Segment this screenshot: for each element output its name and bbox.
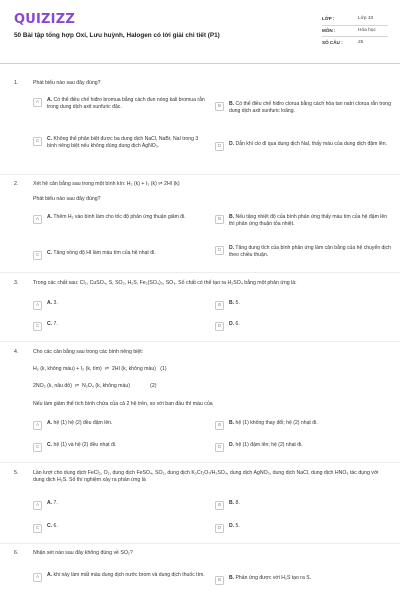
option-2c[interactable] xyxy=(33,250,209,260)
option-body: 6. xyxy=(53,523,58,529)
option-letter-box: D xyxy=(215,246,224,255)
meta-label: LỚP : xyxy=(322,16,335,22)
option-text xyxy=(229,500,240,507)
question-divider xyxy=(0,462,400,463)
option-text xyxy=(47,523,58,530)
option-body: 3. xyxy=(53,300,58,306)
option-3d[interactable] xyxy=(215,321,391,331)
option-key: C. xyxy=(47,321,53,327)
option-6a[interactable] xyxy=(33,572,209,582)
option-letter-box: A xyxy=(33,301,42,310)
option-body: Có thể điều chế hiđro bromua bằng cách đun nóng kali bromua rắn trong dung dịch axit sunfuric đặc. xyxy=(47,97,205,111)
option-letter-box: B xyxy=(215,102,224,111)
option-body: Thêm H₂ vào bình làm cho tốc độ phản ứng thuận giảm đi. xyxy=(53,214,186,220)
question-text: Cho các cân bằng sau trong các bình riêng biệt: xyxy=(33,349,144,355)
option-key: A. xyxy=(47,572,53,578)
option-key: A. xyxy=(47,214,53,220)
option-text xyxy=(47,572,205,579)
option-key: A. xyxy=(47,500,53,506)
option-5a[interactable] xyxy=(33,500,209,510)
question-subtext: Nếu làm giảm thể tích bình chứa của cả 2 hệ trên, so với ban đầu thì màu của xyxy=(33,401,213,407)
option-5b[interactable] xyxy=(215,500,391,510)
option-key: B. xyxy=(229,214,235,220)
option-2b[interactable] xyxy=(215,214,391,228)
option-letter-box: D xyxy=(215,142,224,151)
option-text xyxy=(47,442,116,449)
question-divider xyxy=(0,543,400,544)
option-key: D. xyxy=(229,321,235,327)
option-1d[interactable] xyxy=(215,141,391,151)
option-body: khi này làm mất màu dung dịch nước brom và dung dịch thuốc tím. xyxy=(53,572,205,578)
option-text xyxy=(229,420,318,427)
quizizz-logo: QUIZIZZ xyxy=(14,12,75,27)
option-body: Tăng dung tích của bình phản ứng làm cân bằng của hệ chuyển dịch theo chiều thuận. xyxy=(229,245,391,259)
option-letter-box: C xyxy=(33,443,42,452)
equilibrium-2: 2NO₂ (k, nâu đỏ) ⇌ N₂O₄ (k, không màu) (2) xyxy=(33,383,157,389)
option-key: A. xyxy=(47,97,53,103)
option-2d[interactable] xyxy=(215,245,391,259)
option-key: C. xyxy=(47,442,53,448)
document-title: 50 Bài tập tổng hợp Oxi, Lưu huỳnh, Halogen có lời giải chi tiết (P1) xyxy=(14,32,220,39)
meta-row-grade xyxy=(322,14,388,26)
option-letter-box: A xyxy=(33,215,42,224)
question-number: 3. xyxy=(14,280,19,286)
option-body: hệ (1) đậm lên; hệ (2) nhạt đi. xyxy=(235,442,303,448)
option-key: B. xyxy=(229,300,235,306)
option-letter-box: C xyxy=(33,524,42,533)
option-letter-box: D xyxy=(215,524,224,533)
option-body: 5. xyxy=(235,523,240,529)
option-body: Không thể phân biệt được ba dung dịch NaCl, NaBr, NaI trong 3 bình riêng biệt nếu không dùng dung dịch AgNO₃. xyxy=(47,136,199,150)
option-letter-box: B xyxy=(215,576,224,585)
option-3a[interactable] xyxy=(33,300,209,310)
option-letter-box: B xyxy=(215,215,224,224)
option-key: B. xyxy=(229,500,235,506)
option-body: hệ (1) và hệ (2) đều nhạt đi. xyxy=(53,442,117,448)
meta-row-count xyxy=(322,37,388,49)
meta-label: MÔN : xyxy=(322,27,336,33)
option-5d[interactable] xyxy=(215,523,391,533)
option-letter-box: B xyxy=(215,301,224,310)
option-text xyxy=(229,300,240,307)
option-body: Nếu tăng nhiệt độ của bình phản ứng thấy màu tím của hệ đậm lên thì phản ứng thuận tỏa nhiệt. xyxy=(229,214,388,228)
question-divider xyxy=(0,341,400,342)
option-key: C. xyxy=(47,136,53,142)
option-1a[interactable] xyxy=(33,97,209,111)
option-key: B. xyxy=(229,575,235,581)
meta-value: Hóa học xyxy=(358,27,376,33)
option-4a[interactable] xyxy=(33,420,209,430)
option-key: A. xyxy=(47,420,53,426)
option-key: B. xyxy=(229,101,235,107)
worksheet-header xyxy=(0,0,400,64)
option-letter-box: D xyxy=(215,322,224,331)
option-text xyxy=(47,250,156,257)
option-3b[interactable] xyxy=(215,300,391,310)
option-text xyxy=(47,420,112,427)
option-text xyxy=(47,300,58,307)
option-body: 6. xyxy=(235,321,240,327)
option-key: D. xyxy=(229,245,235,251)
option-key: B. xyxy=(229,420,235,426)
option-text xyxy=(229,101,391,115)
question-text: Phát biểu nào sau đây đúng? xyxy=(33,80,101,86)
question-number: 1. xyxy=(14,80,19,86)
option-key: C. xyxy=(47,250,53,256)
option-body: Dẫn khí clo đi qua dung dịch NaI, thấy màu của dung dịch đậm lên. xyxy=(235,141,388,147)
question-text: Trong các chất sau: Cl₂, CuSO₄, S, SO₂, H₂S, Fe₂(SO₄)₃, SO₃. Số chất có thể tạo ra H₂SO₄ bằng một phản ứng là: xyxy=(33,280,297,286)
option-text xyxy=(229,523,240,530)
option-1c[interactable] xyxy=(33,136,209,150)
option-letter-box: A xyxy=(33,421,42,430)
option-body: hệ (1) không thay đổi; hệ (2) nhạt đi. xyxy=(235,420,318,426)
option-text xyxy=(229,214,391,228)
question-text: Lần lượt cho dung dịch FeCl₂, O₂, dung dịch FeSO₄, SO₂, dung dịch K₂Cr₂O₇/H₂SO₄, dung dịch AgNO₃, dung dịch NaCl, dung dịch HNO₃ tác dụng với dung dịch H₂S. Số thí nghiệm xảy ra phản ứng là xyxy=(33,470,379,484)
option-5c[interactable] xyxy=(33,523,209,533)
option-text xyxy=(47,321,58,328)
option-body: Tăng nồng độ HI làm màu tím của hệ nhạt đi. xyxy=(53,250,156,256)
meta-value: Lớp 10 xyxy=(358,16,374,22)
question-divider xyxy=(0,174,400,175)
option-letter-box: A xyxy=(33,501,42,510)
meta-label: SỐ CÂU : xyxy=(322,39,343,45)
option-key: C. xyxy=(47,523,53,529)
option-1b[interactable] xyxy=(215,101,391,115)
option-letter-box: C xyxy=(33,322,42,331)
option-letter-box: B xyxy=(215,501,224,510)
option-body: hệ (1) hệ (2) đều đậm lên. xyxy=(53,420,113,426)
option-4c[interactable] xyxy=(33,442,209,452)
option-body: 8. xyxy=(235,500,240,506)
equilibrium-1: H₂ (k, không màu) + I₂ (k, tím) ⇌ 2HI (k, không màu) (1) xyxy=(33,366,167,372)
option-4b[interactable] xyxy=(215,420,391,430)
option-letter-box: A xyxy=(33,98,42,107)
question-number: 2. xyxy=(14,181,19,187)
option-key: D. xyxy=(229,523,235,529)
option-body: Phản ứng được với H₂S tạo ra S. xyxy=(235,575,312,581)
option-6b[interactable] xyxy=(215,575,391,585)
option-body: 7. xyxy=(53,500,58,506)
option-body: 7. xyxy=(53,321,58,327)
meta-row-subject xyxy=(322,26,388,38)
option-body: Có thể điều chế hiđro clorua bằng cách hòa tan natri clorua rắn trong dung dịch axit sunfuric loãng. xyxy=(229,101,391,115)
option-text xyxy=(47,136,209,150)
option-body: 5. xyxy=(235,300,240,306)
option-key: D. xyxy=(229,442,235,448)
option-text xyxy=(47,214,186,221)
option-3c[interactable] xyxy=(33,321,209,331)
option-letter-box: C xyxy=(33,137,42,146)
option-2a[interactable] xyxy=(33,214,209,224)
option-text xyxy=(47,97,209,111)
option-text xyxy=(229,442,303,449)
option-key: A. xyxy=(47,300,53,306)
meta-value: 25 xyxy=(358,39,364,45)
option-text xyxy=(229,245,391,259)
option-key: D. xyxy=(229,141,235,147)
option-text xyxy=(229,321,240,328)
meta-table xyxy=(322,14,388,49)
question-number: 4. xyxy=(14,349,19,355)
option-letter-box: C xyxy=(33,251,42,260)
question-text: Nhận xét nào sau đây không đúng về SO₂? xyxy=(33,550,133,556)
option-text xyxy=(229,575,311,582)
question-number: 6. xyxy=(14,550,19,556)
question-text: Xét hệ cân bằng sau trong một bình kín: H₂ (k) + I₂ (k) ⇌ 2HI (k) xyxy=(33,181,180,187)
option-letter-box: D xyxy=(215,443,224,452)
question-divider xyxy=(0,272,400,273)
option-text xyxy=(47,500,58,507)
option-letter-box: B xyxy=(215,421,224,430)
option-4d[interactable] xyxy=(215,442,391,452)
option-letter-box: A xyxy=(33,573,42,582)
option-text xyxy=(229,141,387,148)
question-subtext: Phát biểu nào sau đây đúng? xyxy=(33,196,101,202)
question-number: 5. xyxy=(14,470,19,476)
